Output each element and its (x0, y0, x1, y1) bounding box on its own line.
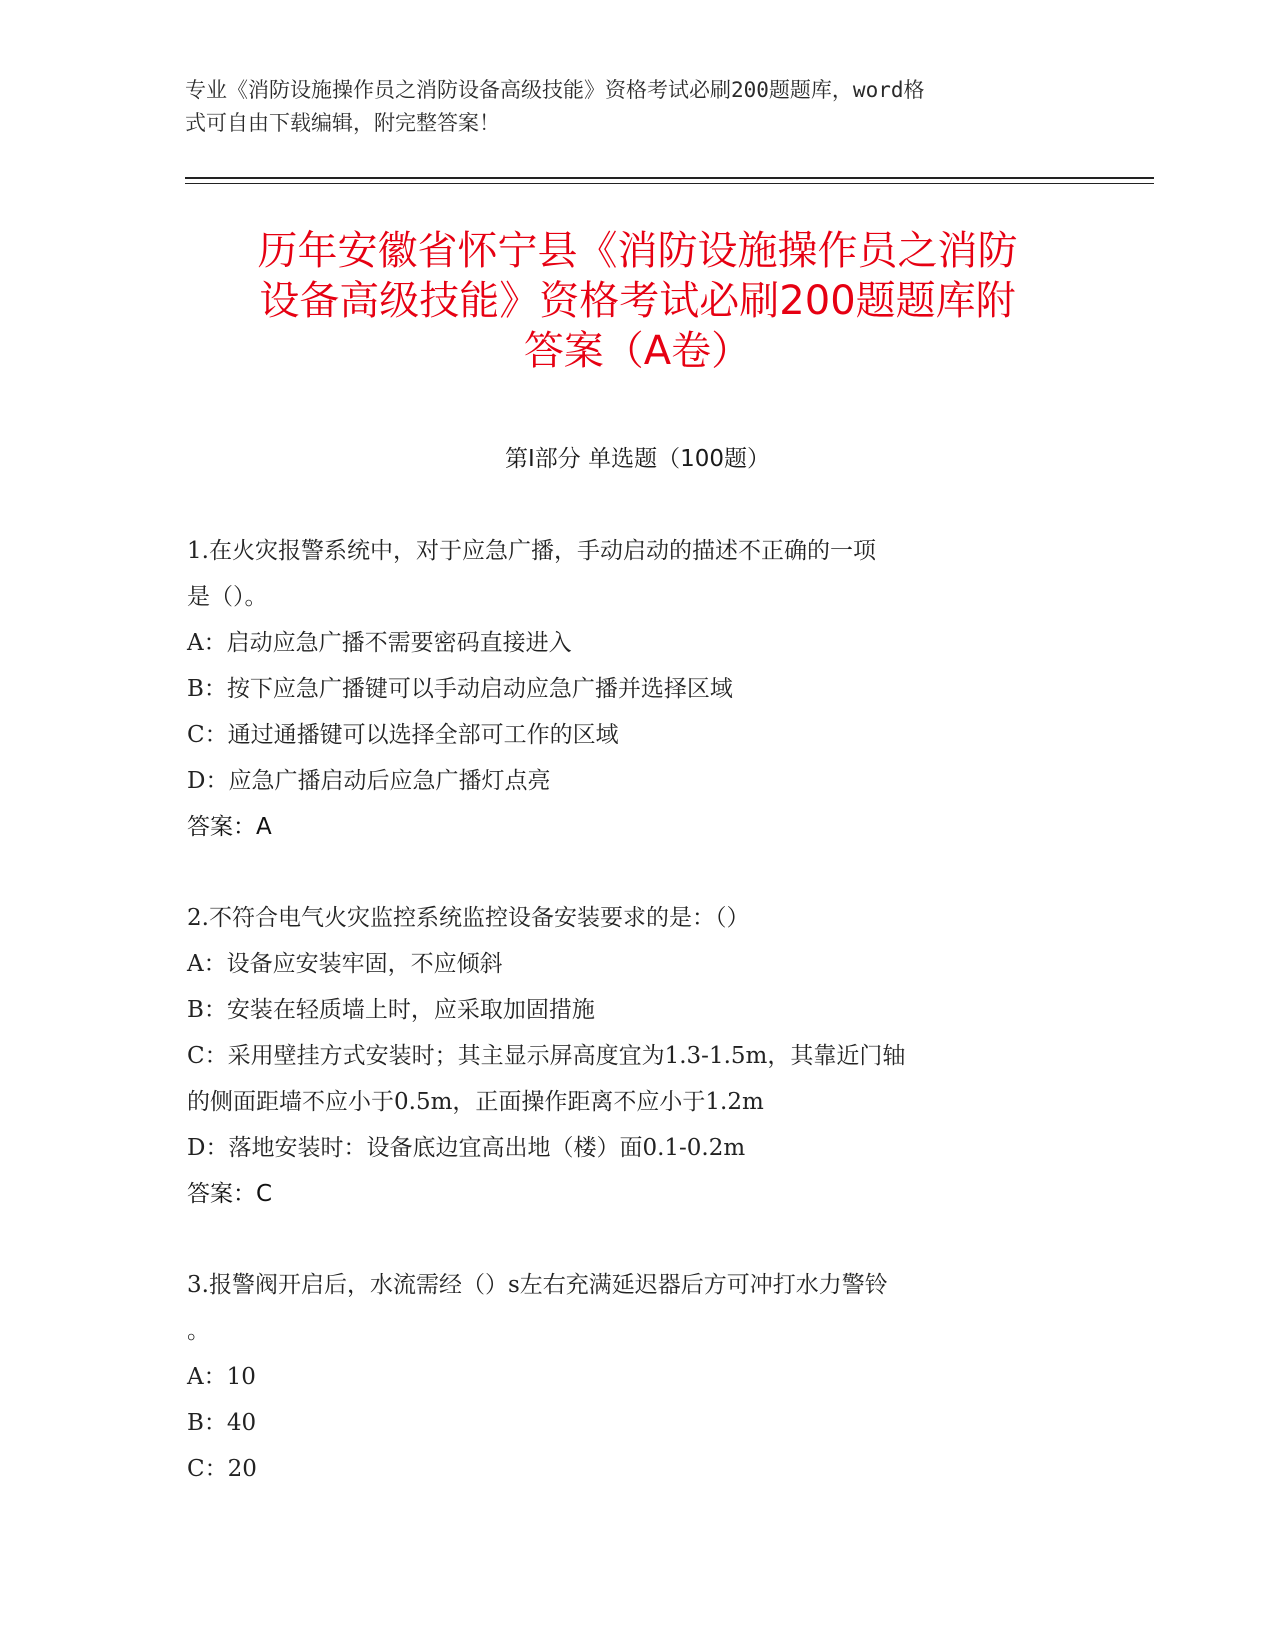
option-c: C：20 (187, 1456, 257, 1482)
option-d: D：落地安装时：设备底边宜高出地（楼）面0.1-0.2m (187, 1135, 746, 1161)
question-list (187, 528, 1082, 1492)
question-stem-line: 。 (187, 1318, 210, 1344)
question-stem-line: 1.在火灾报警系统中，对于应急广播，手动启动的描述不正确的一项 (187, 538, 876, 564)
option-c: C：采用壁挂方式安装时；其主显示屏高度宜为1.3-1.5m，其靠近门轴 (187, 1043, 906, 1069)
header-note (185, 74, 1075, 140)
spacer (187, 850, 1082, 895)
section-heading: 第Ⅰ部分 单选题（100题） (505, 446, 770, 472)
question-3 (187, 1262, 1082, 1492)
title-line1: 历年安徽省怀宁县《消防设施操作员之消防 (257, 228, 1018, 274)
option-c: C：通过通播键可以选择全部可工作的区域 (187, 722, 619, 748)
title-line3: 答案（A卷） (523, 328, 752, 374)
question-stem-line: 是（）。 (187, 584, 268, 610)
question-stem-line: 3.报警阀开启后，水流需经（）s左右充满延迟器后方可冲打水力警铃 (187, 1272, 888, 1298)
question-1 (187, 528, 1082, 850)
option-b: B：40 (187, 1410, 257, 1436)
header-divider-thick (185, 177, 1154, 179)
header-note-line1: 专业《消防设施操作员之消防设备高级技能》资格考试必刷200题题库，word格 (185, 78, 925, 102)
title-line2: 设备高级技能》资格考试必刷200题题库附 (259, 278, 1016, 324)
header-note-line2: 式可自由下载编辑，附完整答案！ (185, 111, 500, 135)
option-b: B：安装在轻质墙上时，应采取加固措施 (187, 997, 595, 1023)
question-stem-line: 2.不符合电气火灾监控系统监控设备安装要求的是：（） (187, 905, 750, 931)
spacer (187, 1217, 1082, 1262)
answer: 答案：A (187, 814, 272, 840)
option-a: A：启动应急广播不需要密码直接进入 (187, 630, 572, 656)
option-a: A：设备应安装牢固，不应倾斜 (187, 951, 503, 977)
option-b: B：按下应急广播键可以手动启动应急广播并选择区域 (187, 676, 733, 702)
header-divider-thin (185, 183, 1154, 184)
option-d: D：应急广播启动后应急广播灯点亮 (187, 768, 551, 794)
option-a: A：10 (187, 1364, 256, 1390)
document-title (190, 226, 1085, 376)
answer: 答案：C (187, 1181, 273, 1207)
question-2 (187, 895, 1082, 1217)
option-c-continued: 的侧面距墙不应小于0.5m，正面操作距离不应小于1.2m (187, 1089, 764, 1115)
